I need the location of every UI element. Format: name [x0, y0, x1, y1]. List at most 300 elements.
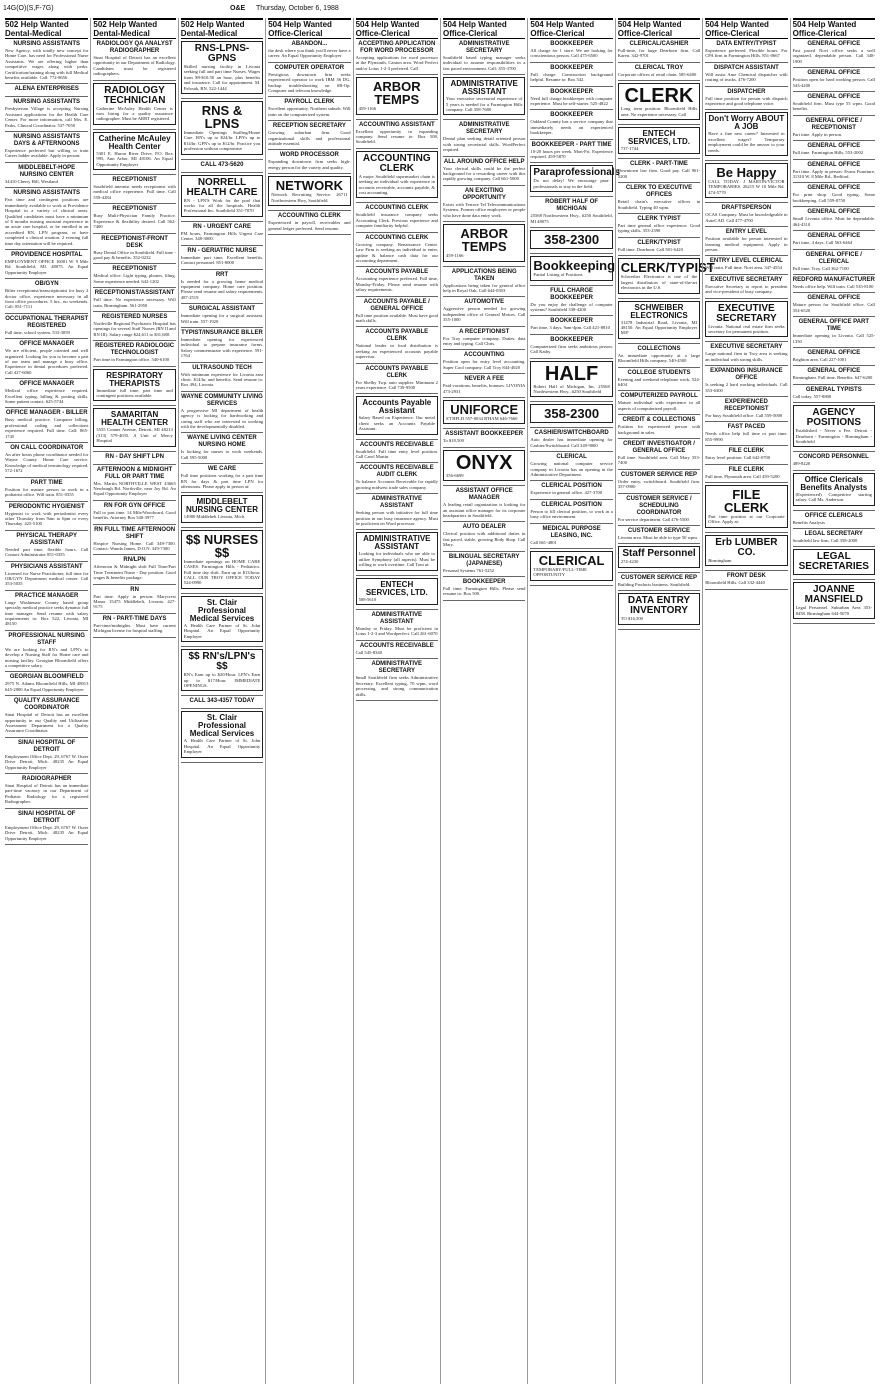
ad-divider: [618, 525, 700, 526]
ad-body: Position for mature person to work in a podiatrist office. Will train. 851-0355: [5, 486, 89, 498]
classified-ad: [181, 272, 263, 301]
ad-body: Part time. Apply in person.: [792, 131, 843, 137]
ad-divider: [181, 221, 263, 222]
ad-divider: [705, 421, 787, 422]
ad-headline: CUSTOMER SERVICE REP: [620, 471, 698, 478]
ad-headline: COLLECTIONS: [637, 345, 681, 352]
ad-headline: REDFORD MANUFACTURER: [792, 276, 875, 283]
ad-body: Immediate part time. Excellent benefits. Contact personnel. 851-8000: [180, 254, 264, 266]
ad-divider: [5, 671, 88, 672]
ad-headline: WAYNE COMMUNITY LIVING SERVICES: [181, 393, 263, 407]
ad-divider: [5, 313, 88, 314]
classified-ad: [93, 616, 175, 634]
ad-divider: [5, 378, 88, 379]
ad-divider: [443, 397, 525, 398]
classified-ad: [530, 483, 612, 495]
ad-divider: [793, 347, 875, 348]
classified-ad: [530, 112, 612, 135]
ad-divider: [530, 162, 612, 163]
display-ad: [530, 165, 621, 192]
ad-headline: A RECEPTIONIST: [459, 328, 510, 335]
classified-column: [90, 18, 177, 1384]
ad-headline: DRAFTSPERSON: [721, 205, 772, 212]
ad-body: Need full charge bookkeeper with computer experience. Must be self-starter. 525-4822: [530, 95, 613, 107]
ad-divider: [530, 139, 612, 140]
classified-ad: [5, 480, 88, 498]
classified-ad: [530, 337, 612, 355]
ad-headline: PHYSICIANS ASSISTANT: [10, 563, 83, 570]
ad-headline: ON CALL COORDINATOR: [10, 445, 84, 452]
ad-divider: [5, 501, 88, 502]
category-number: 504 Help Wanted: [355, 20, 420, 29]
ad-headline: GENERAL OFFICE: [807, 41, 861, 47]
ad-body: For Troy computer company. Duties: data entry and typing. Call Chris.: [443, 335, 526, 346]
display-ad: [793, 549, 875, 575]
ad-divider: [530, 401, 612, 402]
display-ad: [705, 163, 787, 198]
ad-headline: RN - DAY SHIFT LPN: [105, 453, 164, 460]
ad-body: Your clerical skills could be the perfect background for a rewarding career with this rapidly growing company. Call 661-5000: [443, 165, 526, 182]
display-ad-headline: ONYX: [455, 451, 513, 474]
ad-headline: AUTOMOTIVE: [464, 299, 505, 306]
ad-body: Afternoon & Midnight shift Full Time/Part Time Treatment Nurse - Day position. Good wages & benefits package.: [93, 564, 176, 581]
ad-divider: [268, 96, 350, 97]
classified-column: [440, 18, 527, 1384]
display-ad-headline: EXECUTIVE SECRETARY: [716, 302, 777, 324]
ad-body: Network Recruiting Service. 26711 Northwestern Hwy, Southfield.: [271, 192, 348, 203]
ad-body: Retail chain's executive offices in Southfield. Typing 40 wpm.: [617, 199, 701, 210]
ad-headline: FAST PACED: [727, 424, 766, 431]
display-ad-headline: ARBOR TEMPS: [460, 226, 509, 255]
classified-ad: [793, 41, 875, 64]
ad-headline: GENERAL TYPISTS: [805, 386, 862, 393]
ad-body: 588-5610: [358, 596, 377, 602]
classified-ad: [793, 387, 875, 399]
page-date: Thursday, October 6, 1988: [256, 5, 339, 12]
display-ad-headline: Bookkeeping: [533, 258, 616, 274]
ad-headline: GEORGIAN BLOOMFIELD: [9, 674, 84, 681]
ad-divider: [93, 340, 175, 341]
ad-divider: [356, 529, 438, 530]
ad-body: Expanding downtown firm seeks high-energy person for the variety and quality.: [268, 159, 351, 170]
ad-headline: ENTRY LEVEL: [725, 229, 767, 236]
classified-ad: [618, 216, 700, 234]
ad-body: Entry level position. Call 642-0700: [705, 455, 771, 461]
page-header: [0, 0, 880, 16]
ad-divider: [181, 245, 263, 246]
ad-headline: ASSISTANT OFFICE MANAGER: [455, 488, 513, 502]
column-header: [705, 18, 787, 39]
ad-body: Full-time, for large Dearborn firm. Call Karen. 342-9701: [617, 48, 701, 59]
ad-headline: RN - PART-TIME DAYS: [102, 615, 167, 622]
classified-ad: [181, 365, 263, 388]
classified-ad: [5, 410, 88, 439]
ad-divider: [705, 464, 787, 465]
ad-body: Full time, Farmington Hills. Please send resume to: Box 500.: [443, 586, 526, 597]
ad-divider: [793, 91, 875, 92]
classified-ad: [793, 350, 875, 362]
ad-body: Presbyterian Village is accepting Nursing Assistant applications for the Health Care Center. For more information, call Mrs. E. Parks, Clinical Coordinator. 537-7050: [5, 106, 89, 128]
ad-headline: CREDIT INVESTIGATOR / GENERAL OFFICE: [623, 440, 695, 454]
ad-body: 34410 Cherry Hill, Westland: [5, 178, 58, 184]
display-ad-headline: ENTECH SERVICES, LTD.: [628, 129, 690, 147]
category-name: Office-Clerical: [443, 29, 498, 38]
classified-ad: [618, 370, 700, 388]
classified-ad: [5, 134, 88, 159]
ad-body: TEMPORARY/FULL-TIME OPPORTUNITY: [533, 567, 587, 578]
ad-headline: CREDIT & COLLECTIONS: [622, 417, 696, 424]
ad-body: Salary Based on Experience. Our metal client seeks an Accounts Payable Assistant.: [358, 415, 435, 432]
ad-headline: RECEPTIONIST: [112, 177, 157, 184]
display-ad: [443, 450, 525, 481]
display-ad: [705, 485, 787, 528]
classified-ad: [793, 513, 875, 525]
ad-headline: BOOKKEEPER: [462, 579, 506, 586]
ad-body: Will train. Full time. Novi area. 347-4554: [705, 265, 782, 271]
classified-ad: [93, 557, 175, 580]
ad-body: Oakland County has a service company that immediately needs an experienced bookkeeper.: [530, 119, 613, 136]
ad-body: Long term position. Bloomfield Hills area. No experience necessary. Call: [620, 106, 698, 117]
classified-column: [353, 18, 440, 1384]
ad-body: An immediate opportunity at a large Bloomfield Hills company. 540-4500: [617, 352, 701, 364]
ad-divider: [268, 62, 350, 63]
ad-body: EMPLOYMENT OFFICE 16001 W. 9 Mile Rd. Southfield, MI. 48075. An Equal Opportunity Employer: [5, 258, 89, 275]
ad-divider: [793, 384, 875, 385]
column-header: [356, 18, 438, 39]
ad-divider: [705, 589, 787, 590]
ad-body: Full charge. Construction background helpful. Resume to: Box 542.: [530, 71, 613, 83]
ad-headline: CLERICAL: [556, 454, 587, 461]
ad-divider: [530, 451, 612, 452]
classified-ad: [356, 122, 438, 145]
ad-body: Immediate opening in Livonia. Call 525-1350: [792, 333, 875, 344]
display-ad-headline: CLERICAL: [538, 553, 605, 568]
ad-body: Employment Office Dept. 29, 6767 W. Outer Drive Detroit, Mich. 48235 An Equal Opportunity Employer: [5, 753, 89, 770]
ad-body: Immediate openings on HOME CARE CASES. Farmington Hills - Pediatrics. Full time day shift. Earn up to $13/hour. CALL OUR TROY OFFICE TODAY 524-0990: [183, 558, 261, 586]
ad-headline: ENTRY LEVEL CLERICAL: [709, 258, 783, 265]
ad-divider: [5, 83, 88, 84]
classified-ad: [705, 344, 787, 362]
ad-divider: [181, 463, 263, 464]
classified-ad: [93, 454, 175, 461]
ad-body: Small Southfield firm seeks Administrative Secretary. Excellent typing, 70 wpm, word processing, and strong communication skills.: [355, 675, 438, 697]
display-ad-headline: RADIOLOGY TECHNICIAN: [103, 84, 166, 106]
ad-headline: WAYNE LIVING CENTER NURSING HOME: [187, 435, 257, 449]
ad-divider: [181, 708, 263, 709]
ad-body: 25568 Northwestern Hwy., #250 Southfield, MI 48075: [530, 213, 613, 224]
paper-name: O&E: [230, 5, 246, 12]
category-name: Office-Clerical: [268, 29, 323, 38]
classified-ad: [443, 122, 525, 152]
ad-headline: BOOKKEEPER: [550, 88, 593, 95]
ad-body: Medical office experience required. Excellent typing, billing & posting skills. Some patient contact. 625-5744: [5, 388, 89, 405]
ad-body: Seeking person with initiative for full time position in our busy insurance agency. Must be proficient on Word processor.: [355, 510, 438, 527]
ad-body: For busy Southfield office. Call 559-5000: [705, 412, 783, 418]
ad-divider: [618, 182, 700, 183]
display-ad-headline: ACCOUNTING CLERK: [362, 152, 431, 174]
ad-body: 2975 N. Adams Bloomfield Hills, MI 48013 645-2900 An Equal Opportunity Employer: [5, 681, 89, 692]
classified-ad: [793, 319, 875, 344]
ad-headline: EXECUTIVE SECRETARY: [710, 276, 783, 283]
ad-headline: TYPIST/INSURANCE BILLER: [181, 329, 263, 336]
ad-divider: [5, 338, 88, 339]
ad-divider: [181, 527, 263, 528]
ad-divider: [93, 233, 175, 234]
ad-headline: RECEPTIONIST-FRONT DESK: [101, 235, 168, 249]
ad-body: Medical office. Light typing, phones, filing. Some experience needed. 642-1202: [93, 273, 176, 284]
classified-column: [615, 18, 715, 1384]
classified-ad: [443, 188, 525, 218]
ad-body: Robert Half of Michigan, Inc. 25568 Northwestern Hwy., #250 Southfield: [533, 383, 610, 394]
ad-body: Sinai Hospital of Detroit has an excellent opportunity in our Quality and Utilization Assessment Department for a Quality Assurance Coordinator.: [5, 712, 89, 734]
ad-headline: APPLICATIONS BEING TAKEN: [451, 268, 517, 282]
ad-body: 737-1744: [620, 146, 639, 152]
classified-ad: [443, 269, 525, 294]
classified-ad: [705, 277, 787, 295]
ad-divider: [705, 341, 787, 342]
ad-headline: AFTERNOON & MIDNIGHT FULL OR PART TIME: [96, 466, 173, 480]
ad-body: Dental plan seeking detail oriented person with strong secretarial skills. WordPerfect required.: [443, 136, 526, 153]
category-number: 504 Help Wanted: [792, 20, 857, 29]
classified-ad: [443, 159, 525, 182]
ad-headline: AN EXCITING OPPORTUNITY: [462, 187, 506, 201]
ad-divider: [793, 528, 875, 529]
ad-divider: [356, 232, 438, 233]
display-ad: [181, 101, 263, 155]
ad-divider: [705, 298, 787, 299]
column-header: [5, 18, 88, 39]
ad-body: Established - Never a Fee. Detroit - Dearborn - Farmington - Birmingham - Southfield: [795, 428, 872, 444]
display-ad-headline: CLERK/TYPIST: [620, 260, 715, 276]
ad-body: Full time. Troy. Call 362-7100: [792, 265, 849, 271]
ad-body: Corporate offices of retail chain. 585-6400: [617, 71, 697, 77]
ad-headline: GENERAL OFFICE: [807, 209, 861, 216]
ad-headline: GENERAL OFFICE: [807, 161, 861, 168]
classified-ad: [5, 381, 88, 404]
ad-divider: [618, 414, 700, 415]
ad-body: Immediate opening for experienced individual to prepare insurance forms. Salary commensurate with experience. 591-1764: [180, 336, 264, 359]
column-header: [530, 18, 612, 39]
ad-headline: SINAI HOSPITAL OF DETROIT: [17, 739, 76, 753]
ad-body: Full time. Farmington Hills. 553-2002: [792, 150, 864, 156]
ad-divider: [530, 285, 612, 286]
classified-ad: [356, 205, 438, 228]
classified-ad: [5, 41, 88, 80]
ad-divider: [443, 485, 525, 486]
classified-ad: [5, 740, 88, 770]
classified-ad: [793, 143, 875, 155]
ad-headline: PRACTICE MANAGER: [15, 592, 79, 599]
category-name: Office-Clerical: [705, 29, 760, 38]
ad-body: Legal Personnel. Suburban Area 353-8458. Birmingham 644-5070: [795, 605, 872, 616]
ad-divider: [530, 523, 612, 524]
classified-ad: [268, 213, 350, 231]
ad-headline: ROBERT HALF OF MICHIGAN: [545, 199, 599, 213]
ad-divider: [793, 206, 875, 207]
ad-headline: CLERICAL TROY: [634, 64, 684, 71]
ad-headline: MIDDLEBELT-HOPE NURSING CENTER: [18, 164, 76, 178]
ad-divider: [93, 174, 175, 175]
classified-ad: [705, 448, 787, 460]
ad-body: Monday to Friday. Must be proficient in Lotus 1-2-3 and Wordperfect. Call 261-6070: [355, 626, 438, 637]
ad-headline: RECEPTION SECRETARY: [272, 123, 346, 130]
ad-body: A progressive MI department of health agency is looking for hardworking and caring staff who are interested in working with the developmentally disabled.: [180, 407, 264, 429]
ad-headline: GENERAL OFFICE: [807, 185, 861, 192]
ad-body: Paid vacations, benefits, bonuses. LIVONIA 473-2931: [443, 383, 526, 394]
ad-divider: [356, 609, 438, 610]
ad-body: the desk where you think you'll never have a career. An Equal Opportunity Employer: [268, 48, 351, 59]
ad-divider: [793, 579, 875, 580]
ad-divider: [443, 119, 525, 120]
ad-divider: [618, 572, 700, 573]
ad-headline: BOOKKEEPER: [550, 112, 593, 119]
classified-ad: [93, 266, 175, 284]
classified-ad: [5, 593, 88, 627]
ad-divider: [93, 500, 175, 501]
classified-ad: [530, 65, 612, 83]
classified-ad: [5, 564, 88, 587]
ad-body: Do you enjoy the challenge of computer systems? Southfield 338-4200: [530, 301, 613, 312]
ad-body: Full time, school system. 533-3059: [5, 329, 70, 335]
ad-body: Part time position at our Corporate Office. Apply at:: [708, 514, 785, 525]
ad-headline: GENERAL OFFICE / RECEPTIONIST: [805, 117, 862, 131]
ad-headline: ALL AROUND OFFICE HELP: [443, 158, 525, 165]
display-ad: [93, 132, 175, 170]
ad-divider: [530, 86, 612, 87]
ad-body: Personal Systems 761-5252: [443, 567, 495, 573]
classified-ad: [443, 524, 525, 547]
column-header: [618, 18, 700, 39]
ad-headline: AUTO DEALER: [462, 524, 506, 531]
ad-body: Fast paced Novi office seeks a well organized, dependable person. Call 348-1900: [792, 48, 875, 64]
classified-ad: [618, 496, 700, 522]
ad-divider: [705, 532, 787, 533]
ad-body: Experience preferred. Flexible hours. For CPA firm in Farmington Hills. 851-0667: [705, 48, 788, 59]
ad-body: Full time position for person with dispatch experience and good telephone voice.: [705, 95, 788, 107]
classified-ad: [5, 445, 88, 474]
display-ad: [268, 176, 350, 206]
classified-ad: [356, 329, 438, 359]
classified-ad: [530, 318, 612, 330]
display-ad-headline: FILE CLERK: [723, 487, 769, 515]
ad-divider: [530, 358, 612, 359]
classified-ad: [705, 205, 787, 223]
ad-headline: CUSTOMER SERVICE / SCHEDULING COORDINATOR: [626, 495, 692, 516]
ad-headline: CLERK/TYPIST: [637, 239, 681, 246]
ad-headline: OFFICE MANAGER: [19, 381, 75, 388]
classified-ad: [5, 281, 88, 310]
ad-headline: NURSING ASSISTANTS DAYS & AFTERNOONS: [13, 134, 81, 148]
ad-divider: [443, 266, 525, 267]
ad-body: Immediate Openings Staffing/Home Care. RN's up to $24/hr. LPN's up to $14/hr. GPN's up to $12/hr. Practice you profession without compromise: [183, 130, 261, 152]
ad-body: Excellent opportunity in expanding company. Send resume to: Box 508, Southfield.: [355, 128, 438, 145]
display-ad: [618, 258, 715, 293]
ad-divider: [793, 316, 875, 317]
ad-body: Position open for hard working person. Call 543-4200: [792, 77, 875, 88]
ad-body: Small Livonia office. Must be dependable. 464-4310: [792, 216, 875, 227]
ad-body: 459-1166: [446, 253, 464, 259]
ad-body: Accepting applications for word processor in the Plymouth, Canton area. Word Perfect and/or Lotus 1-2-3 preferred. Call: [355, 55, 438, 71]
ad-headline: GENERAL OFFICE: [807, 295, 861, 302]
category-name: Dental-Medical: [5, 29, 62, 38]
ad-body: Prestigious downtown firm seeks experienced operator to work IBM 36 DG, backup troubleshooting on SB-Op. Computer and telecom knowledge.: [268, 71, 351, 94]
ad-body: Full time position available. Must have good math skills.: [355, 312, 438, 323]
ad-body: Southfield. Full time entry level position. Call Carol Martin.: [355, 448, 438, 459]
ad-headline: GENERAL OFFICE / CLERICAL: [805, 251, 862, 265]
ad-divider: [443, 156, 525, 157]
classified-ad: [93, 41, 175, 77]
classified-ad: [705, 399, 787, 418]
ad-divider: [618, 493, 700, 494]
ad-body: Immediate opening for a surgical assistant. Will train. 557-1920: [180, 313, 264, 324]
classified-ad: [181, 162, 263, 169]
ad-divider: [443, 447, 525, 448]
ad-divider: [93, 203, 175, 204]
ad-headline: CLERK TYPIST: [637, 216, 681, 223]
classified-ad: [5, 633, 88, 669]
ad-divider: [5, 808, 88, 809]
ad-headline: ACCOUNTS RECEIVABLE: [359, 441, 434, 448]
ad-divider: [443, 428, 525, 429]
ad-divider: [356, 393, 438, 394]
ad-body: Hygienist to work with periodontist every other Thursday from 9am to 6pm or every Thursday. 425-5100: [5, 510, 89, 527]
classified-ad: [793, 209, 875, 227]
classified-ad: [181, 306, 263, 324]
display-ad-headline: MIDDLEBELT NURSING CENTER: [185, 497, 258, 515]
classified-ad: [268, 65, 350, 94]
ad-body: Position for experienced person with background in sales.: [617, 424, 701, 435]
classified-ad: [356, 41, 438, 71]
classified-ad: [618, 441, 700, 466]
ad-headline: ADMINISTRATIVE ASSISTANT: [371, 612, 423, 626]
classified-ad: [530, 430, 612, 448]
ad-body: Experience in general office. 427-3700: [530, 490, 603, 496]
ad-body: CALL TODAY. J MARTIN/VICTOR TEMPORARIES. 26215 W 10 Mile Rd. 474-5770: [708, 179, 785, 195]
ad-divider: [5, 590, 88, 591]
ad-divider: [93, 613, 175, 614]
ad-headline: CALL 343-4357 TODAY: [189, 698, 255, 705]
ad-divider: [793, 274, 875, 275]
display-ad: [443, 400, 525, 424]
ad-body: Is seeking 2 hard working individuals. Call 353-6300: [705, 382, 788, 393]
classified-ad: [793, 277, 875, 289]
display-ad-headline: Accounts Payable Assistant: [362, 398, 432, 416]
ad-headline: NURSING ASSISTANTS: [13, 190, 81, 197]
ad-body: S'THFLD 557-0034 B'HAM 646-7660: [446, 415, 518, 421]
ad-divider: [356, 700, 438, 701]
classified-ad: [705, 368, 787, 393]
ad-divider: [93, 637, 175, 638]
classified-ad: [5, 341, 88, 375]
ad-divider: [443, 326, 525, 327]
display-ad-headline: JOANNE MANSFIELD: [804, 584, 863, 606]
classified-ad: [356, 612, 438, 637]
ad-headline: RN FULL TIME AFTERNOON SHIFT: [94, 526, 176, 540]
display-ad-headline: CLERK: [624, 85, 694, 108]
ad-body: Full time positions working for a part time RN for days & part time LPN for afternoons. Please apply in person at:: [180, 473, 264, 490]
classified-ad: [93, 343, 175, 362]
ad-divider: [793, 402, 875, 403]
ad-headline: ABANDON...: [291, 41, 328, 47]
ad-body: Looking for individuals who are able to utilize Symphony (all aspects). Must be willing to work overtime. Call Toni at:: [358, 551, 435, 568]
ad-divider: [181, 646, 263, 647]
classified-ad: [443, 352, 525, 370]
ad-headline: WORD PROCESSOR: [279, 152, 339, 159]
classified-ad: [618, 575, 700, 587]
ad-divider: [618, 629, 700, 630]
ad-divider: [530, 109, 612, 110]
ad-headline: CLERICAL/CASHIER: [629, 41, 689, 47]
